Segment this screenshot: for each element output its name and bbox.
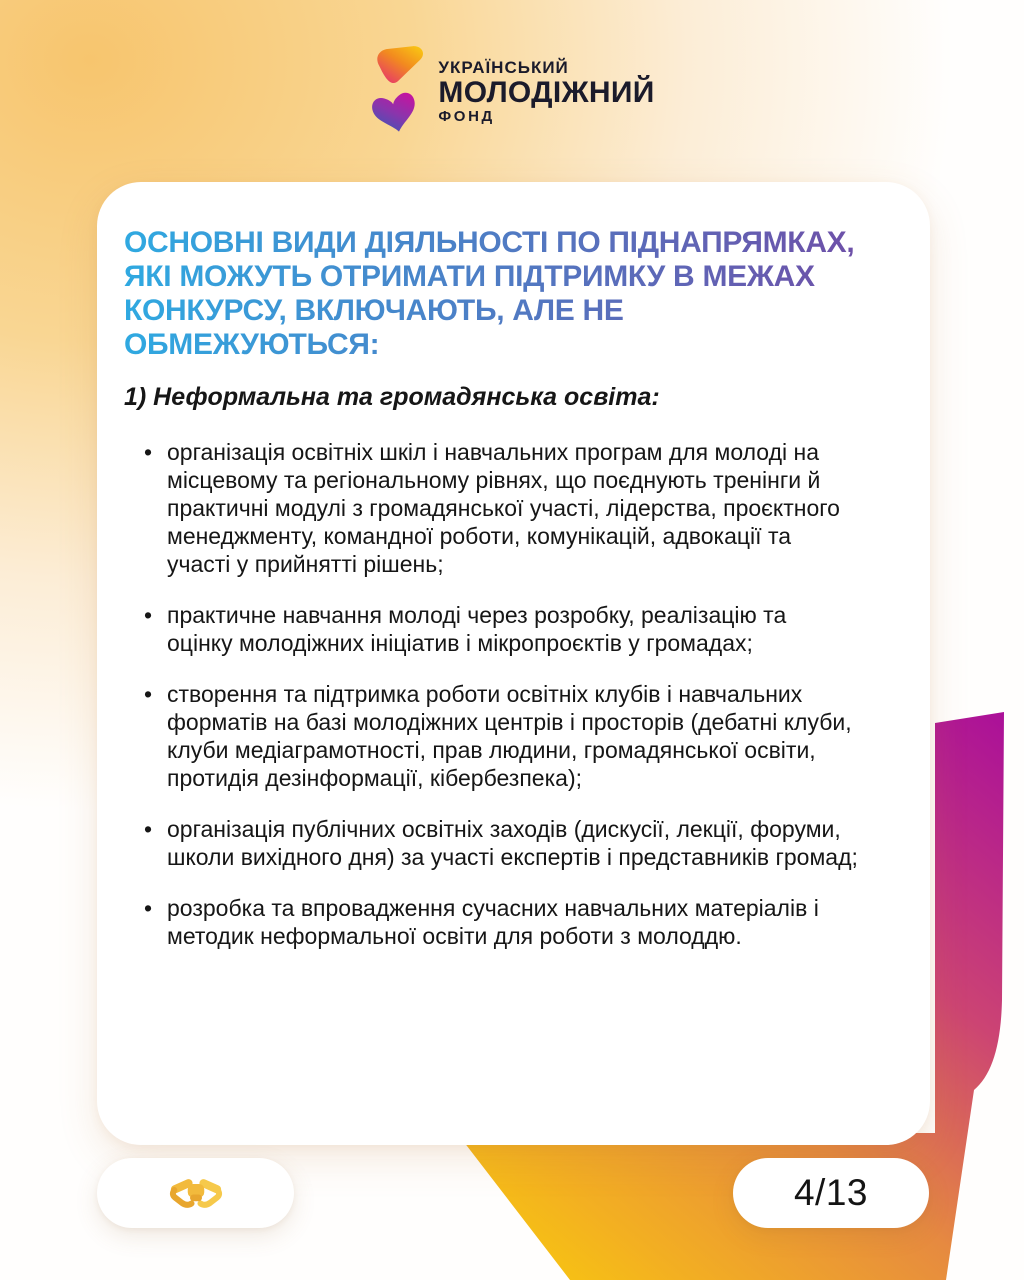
handshake-icon [169,1176,223,1210]
logo-mark-icon [369,44,425,138]
list-item-text: розробка та впровадження сучасних навчальних матеріалів і методик неформальної освіти для роботи з молоддю. [167,895,819,949]
logo-text-line3: ФОНД [438,107,495,125]
content-card [97,182,930,1145]
list-item [144,815,858,871]
logo [0,44,1024,138]
page-indicator-pill [733,1158,929,1228]
list-item [144,601,858,657]
list-item-text: організація публічних освітніх заходів (дискусії, лекції, форуми, школи вихідного дня) за участі експертів і представників громад; [167,816,858,870]
bullet-marker: • [144,439,153,465]
heading-line: ОБМЕЖУЮТЬСЯ: [124,328,380,361]
bullet-marker: • [144,895,153,921]
list-item [144,680,858,792]
logo-wordmark [438,58,654,125]
card-heading [124,226,858,362]
heading-line: ОСНОВНІ ВИДИ ДІЯЛЬНОСТІ ПО ПІДНАПРЯМКАХ, [124,226,855,259]
page-number: 4/13 [793,1172,868,1213]
logo-text-line2: МОЛОДІЖНИЙ [438,75,655,109]
list-item-text: практичне навчання молоді через розробку, реалізацію та оцінку молодіжних ініціатив і мікропроєктів у громадах; [167,602,787,656]
bullet-marker: • [144,816,153,842]
list-item [144,438,858,578]
bullet-marker: • [144,681,153,707]
activities-list [124,438,858,950]
list-item-text: організація освітніх шкіл і навчальних програм для молоді на місцевому та регіональному рівнях, що поєднують тренінги й практичні модулі з громадянської участі, лідерства, проєктного менеджменту, командної роботи, комунікацій, адвокації та участі у прийнятті рішень; [167,439,840,577]
list-item [144,894,858,950]
reaction-pill [97,1158,294,1228]
section-subheading: 1) Неформальна та громадянська освіта: [124,383,660,411]
bullet-marker: • [144,602,153,628]
list-item-text: створення та підтримка роботи освітніх клубів і навчальних форматів на базі молодіжних центрів і просторів (дебатні клуби, клуби медіаграмотності, прав людини, громадянської освіти, протидія дезінформації, кібербезпека); [167,681,852,791]
logo-text-line1: УКРАЇНСЬКИЙ [438,57,569,77]
heading-line: ЯКІ МОЖУТЬ ОТРИМАТИ ПІДТРИМКУ В МЕЖАХ [124,260,815,293]
heading-line: КОНКУРСУ, ВКЛЮЧАЮТЬ, АЛЕ НЕ [124,294,624,327]
